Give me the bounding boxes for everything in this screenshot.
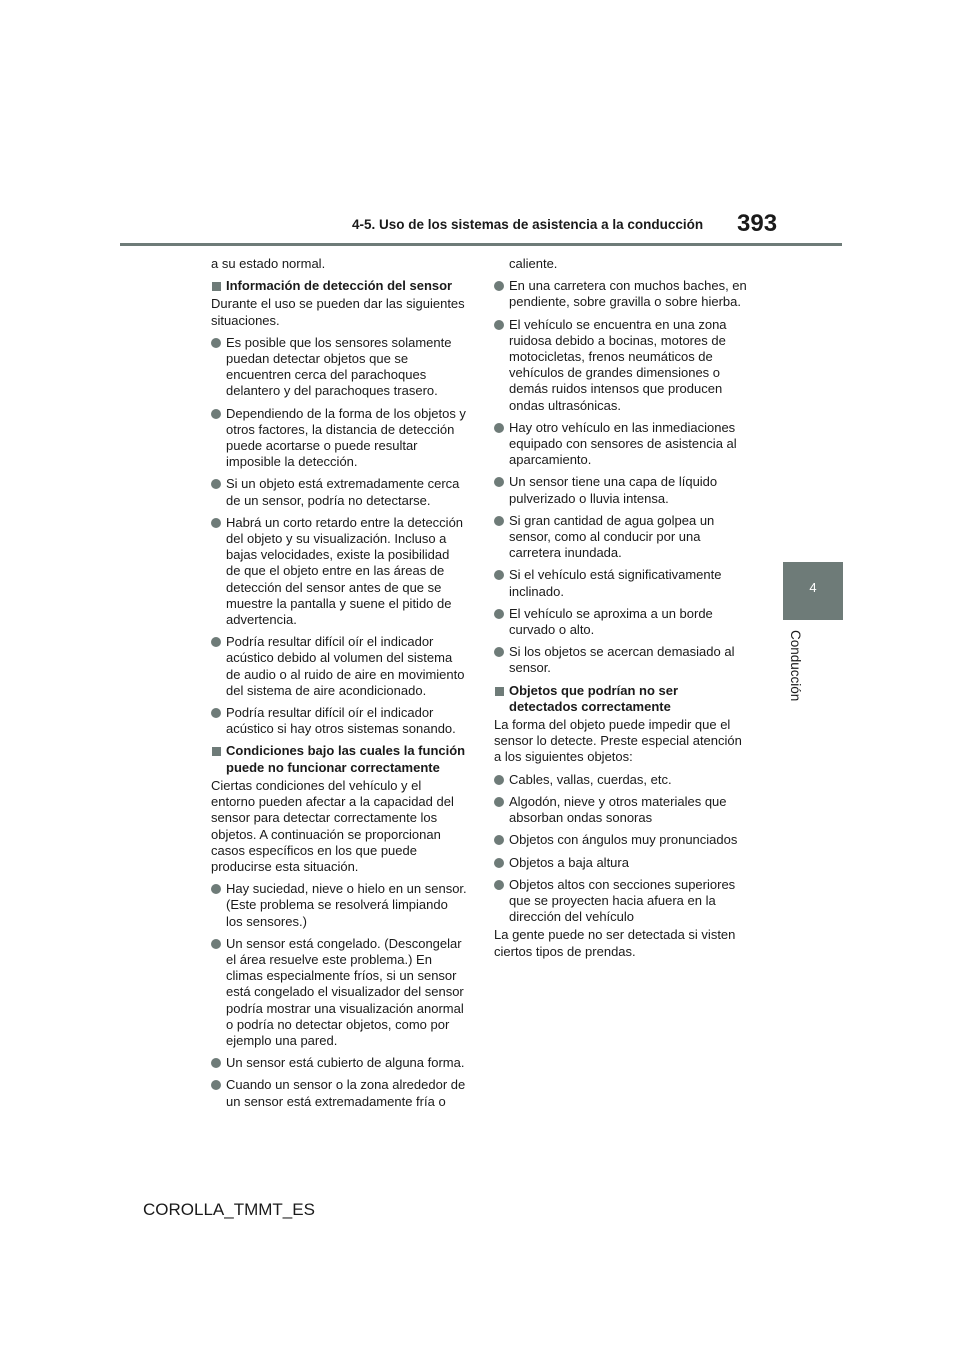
list-item: [494, 606, 750, 638]
conditions-intro: Ciertas condiciones del vehículo y el entorno pueden afectar a la capacidad del sensor para detectar correctamente los objetos. A continuación se proporcionan casos específicos en los que puede producirse esta situación.: [211, 777, 454, 874]
continuation-text: caliente.: [509, 256, 558, 271]
bullet-dot-icon: [211, 884, 221, 894]
objects-heading: [494, 683, 750, 715]
list-item: [494, 772, 750, 788]
list-item: [494, 855, 750, 871]
square-bullet-icon: [495, 687, 504, 696]
list-item: [494, 317, 750, 414]
bullet-dot-icon: [211, 1058, 221, 1068]
section-title: 4-5. Uso de los sistemas de asistencia a la conducción: [352, 217, 704, 232]
list-item: [494, 420, 750, 469]
list-item: [494, 278, 750, 310]
bullet-dot-icon: [494, 609, 504, 619]
bullet-dot-icon: [494, 516, 504, 526]
list-item-text: Habrá un corto retardo entre la detección del objeto y su visualización. Incluso a bajas velocidades, existe la posibilidad de que el objeto entre en las áreas de detección del sensor antes de que se muestre la pantalla y suene el pitido de advertencia.: [226, 514, 464, 628]
list-item: [494, 567, 750, 599]
conditions-heading: [211, 743, 467, 775]
list-item-text: Si el vehículo está significativamente inclinado.: [509, 567, 722, 599]
list-item: [494, 877, 750, 926]
list-item: [211, 881, 467, 930]
list-item: [494, 794, 750, 826]
list-item-text: Podría resultar difícil oír el indicador acústico debido al volumen del sistema de audio o al ruido de aire en movimiento del sistema de aire acondicionado.: [226, 634, 465, 698]
bullet-dot-icon: [494, 281, 504, 291]
right-column: [494, 256, 750, 966]
closing-text: La gente puede no ser detectada si visten ciertos tipos de prendas.: [494, 927, 736, 959]
list-item-text: Si los objetos se acercan demasiado al sensor.: [509, 644, 735, 676]
detection-heading: [211, 278, 467, 294]
bullet-dot-icon: [211, 1080, 221, 1090]
list-item-text: Objetos a baja altura: [509, 854, 629, 870]
list-item-text: Hay suciedad, nieve o hielo en un sensor. (Este problema se resolverá limpiando los sensores.): [226, 881, 467, 929]
list-item-text: Objetos altos con secciones superiores que se proyecten hacia afuera en la dirección del vehículo: [509, 876, 736, 925]
chapter-tab: [783, 562, 843, 620]
list-item-text: Cables, vallas, cuerdas, etc.: [509, 771, 672, 787]
list-item-text: Es posible que los sensores solamente puedan detectar objetos que se encuentren cerca del parachoques delantero y del parachoques trasero.: [226, 334, 452, 399]
list-item-text: Cuando un sensor o la zona alrededor de un sensor está extremadamente fría o: [226, 1077, 466, 1109]
intro-text: a su estado normal.: [211, 256, 326, 271]
chapter-label: Conducción: [788, 630, 803, 702]
bullet-dot-icon: [494, 775, 504, 785]
bullet-dot-icon: [494, 647, 504, 657]
list-item: [211, 335, 467, 400]
list-item-text: Un sensor está cubierto de alguna forma.: [226, 1055, 465, 1071]
list-item: [211, 406, 467, 471]
bullet-dot-icon: [494, 570, 504, 580]
list-item-text: Hay otro vehículo en las inmediaciones equipado con sensores de asistencia al aparcamiento.: [509, 419, 737, 468]
chapter-number: 4: [809, 580, 817, 595]
detection-heading-text: Información de detección del sensor: [226, 278, 453, 294]
list-item-text: Podría resultar difícil oír el indicador acústico si hay otros sistemas sonando.: [226, 705, 456, 737]
header-divider: [120, 243, 842, 246]
list-item: [211, 705, 467, 737]
square-bullet-icon: [212, 747, 221, 756]
list-item-text: El vehículo se aproxima a un borde curvado o alto.: [509, 605, 713, 638]
bullet-dot-icon: [494, 858, 504, 868]
bullet-dot-icon: [494, 880, 504, 890]
list-item-text: Algodón, nieve y otros materiales que absorban ondas sonoras: [509, 793, 727, 826]
bullet-dot-icon: [494, 835, 504, 845]
list-item: [494, 513, 750, 562]
list-item: [211, 634, 467, 699]
list-item: [211, 515, 467, 628]
list-item: [494, 832, 750, 848]
list-item: [494, 644, 750, 676]
list-item: [211, 936, 467, 1049]
list-item-text: Objetos con ángulos muy pronunciados: [509, 832, 738, 848]
bullet-dot-icon: [211, 409, 221, 419]
bullet-dot-icon: [211, 939, 221, 949]
list-item-text: Si un objeto está extremadamente cerca de un sensor, podría no detectarse.: [226, 476, 460, 508]
list-item: [211, 1055, 467, 1071]
list-item: [211, 1077, 467, 1109]
bullet-dot-icon: [494, 797, 504, 807]
bullet-dot-icon: [211, 338, 221, 348]
list-item-text: El vehículo se encuentra en una zona ruidosa debido a bocinas, motores de motocicletas, frenos neumáticos de vehículos de grandes dimensiones o demás ruidos intensos que producen ondas ultrasónicas.: [509, 316, 727, 413]
list-item: [494, 474, 750, 506]
bullet-dot-icon: [494, 477, 504, 487]
objects-intro: La forma del objeto puede impedir que el sensor lo detecte. Preste especial atención a los siguientes objetos:: [494, 717, 742, 765]
list-item-text: Dependiendo de la forma de los objetos y otros factores, la distancia de detección puede acortarse o puede resultar imposible la detección.: [226, 405, 466, 470]
detection-intro: Durante el uso se pueden dar las siguientes situaciones.: [211, 296, 465, 328]
bullet-dot-icon: [211, 637, 221, 647]
square-bullet-icon: [212, 282, 221, 291]
bullet-dot-icon: [494, 423, 504, 433]
list-item-text: Un sensor está congelado. (Descongelar el área resuelve este problema.) En climas especialmente fríos, si un sensor está congelado el visualizador del sensor podría mostrar una visualización anormal o podría no detectar objetos, como por ejemplo una pared.: [226, 935, 464, 1048]
bullet-dot-icon: [211, 708, 221, 718]
list-item-text: Si gran cantidad de agua golpea un sensor, como al conducir por una carretera inundada.: [509, 512, 715, 561]
bullet-dot-icon: [494, 320, 504, 330]
conditions-heading-text: Condiciones bajo las cuales la función puede no funcionar correctamente: [226, 743, 466, 775]
list-item: [211, 476, 467, 508]
bullet-dot-icon: [211, 479, 221, 489]
left-column: [211, 256, 467, 1116]
list-item-text: Un sensor tiene una capa de líquido pulverizado o lluvia intensa.: [509, 474, 718, 506]
page-number: 393: [737, 210, 778, 237]
model-code: COROLLA_TMMT_ES: [143, 1200, 315, 1219]
list-item-text: En una carretera con muchos baches, en pendiente, sobre gravilla o sobre hierba.: [509, 278, 747, 310]
bullet-dot-icon: [211, 518, 221, 528]
objects-heading-text: Objetos que podrían no ser detectados correctamente: [509, 682, 679, 714]
